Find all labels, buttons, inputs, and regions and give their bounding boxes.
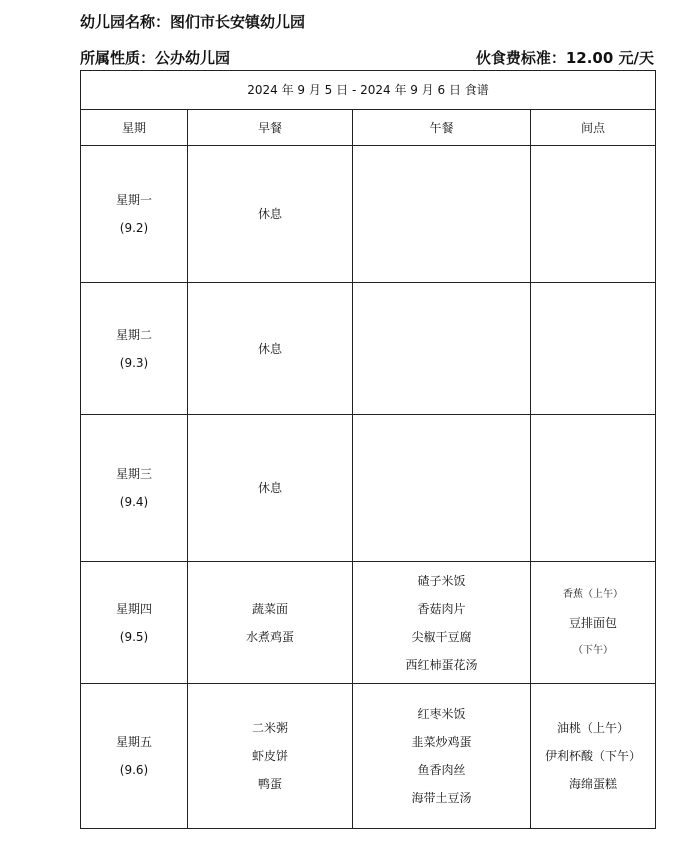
breakfast-cell (188, 562, 353, 684)
column-header-breakfast: 早餐 (188, 110, 353, 146)
day-date: (9.2) (119, 221, 149, 235)
column-header-day: 星期 (81, 110, 188, 146)
breakfast-item: 二米粥 (251, 721, 288, 735)
breakfast-item: 休息 (257, 341, 282, 356)
breakfast-item: 水煮鸡蛋 (245, 629, 294, 644)
fee-standard: 伙食费标准：12.00 元/天 (475, 49, 654, 67)
lunch-item: 碴子米饭 (417, 573, 466, 588)
table-row (81, 146, 656, 283)
lunch-cell (353, 684, 531, 829)
table-row (81, 283, 656, 415)
lunch-item: 鱼香肉丝 (417, 763, 466, 777)
day-cell (81, 146, 188, 283)
snack-cell (531, 684, 656, 829)
menu-title: 2024 年 9 月 5 日 - 2024 年 9 月 6 日 食谱 (81, 71, 656, 110)
header-row (81, 110, 656, 146)
lunch-cell (353, 415, 531, 562)
day-label: 星期二 (115, 327, 152, 342)
lunch-item: 韭菜炒鸡蛋 (411, 735, 472, 749)
snack-item: 伊利杯酸（下午） (545, 749, 642, 763)
column-header-lunch: 午餐 (353, 110, 531, 146)
menu-table (80, 70, 656, 829)
column-header-snack: 间点 (531, 110, 656, 146)
day-date: (9.3) (119, 355, 149, 370)
snack-cell (531, 283, 656, 415)
day-label: 星期三 (115, 467, 152, 481)
table-row (81, 562, 656, 684)
day-label: 星期一 (115, 193, 152, 207)
breakfast-item: 休息 (257, 207, 282, 221)
breakfast-cell (188, 146, 353, 283)
snack-item: 海绵蛋糕 (569, 777, 618, 791)
day-cell (81, 283, 188, 415)
snack-cell (531, 562, 656, 684)
lunch-item: 海带土豆汤 (411, 791, 472, 805)
breakfast-item: 蔬菜面 (251, 601, 288, 616)
lunch-cell (353, 283, 531, 415)
kindergarten-name: 幼儿园名称：图们市长安镇幼儿园 (80, 13, 306, 31)
breakfast-cell (188, 283, 353, 415)
day-date: (9.6) (119, 763, 149, 777)
lunch-item: 红枣米饭 (417, 707, 466, 721)
lunch-item: 香菇肉片 (417, 601, 466, 616)
day-label: 星期五 (115, 735, 152, 749)
lunch-item: 西红柿蛋花汤 (405, 657, 478, 672)
table-row (81, 684, 656, 829)
day-date: (9.5) (119, 629, 149, 644)
table-row (81, 415, 656, 562)
breakfast-item: 虾皮饼 (251, 749, 288, 763)
day-date: (9.4) (119, 495, 149, 509)
breakfast-cell (188, 684, 353, 829)
snack-cell (531, 415, 656, 562)
lunch-cell (353, 562, 531, 684)
snack-item: （下午） (573, 644, 614, 656)
day-label: 星期四 (115, 601, 152, 616)
snack-item: 香蕉（上午） (563, 588, 624, 600)
kindergarten-nature: 所属性质：公办幼儿园 (80, 49, 231, 67)
day-cell (81, 415, 188, 562)
lunch-item: 尖椒干豆腐 (411, 629, 472, 644)
snack-item: 豆排面包 (569, 615, 618, 630)
day-cell (81, 684, 188, 829)
snack-item: 油桃（上午） (557, 721, 630, 735)
snack-cell (531, 146, 656, 283)
breakfast-item: 鸭蛋 (257, 777, 282, 791)
breakfast-cell (188, 415, 353, 562)
day-cell (81, 562, 188, 684)
lunch-cell (353, 146, 531, 283)
breakfast-item: 休息 (257, 481, 282, 495)
